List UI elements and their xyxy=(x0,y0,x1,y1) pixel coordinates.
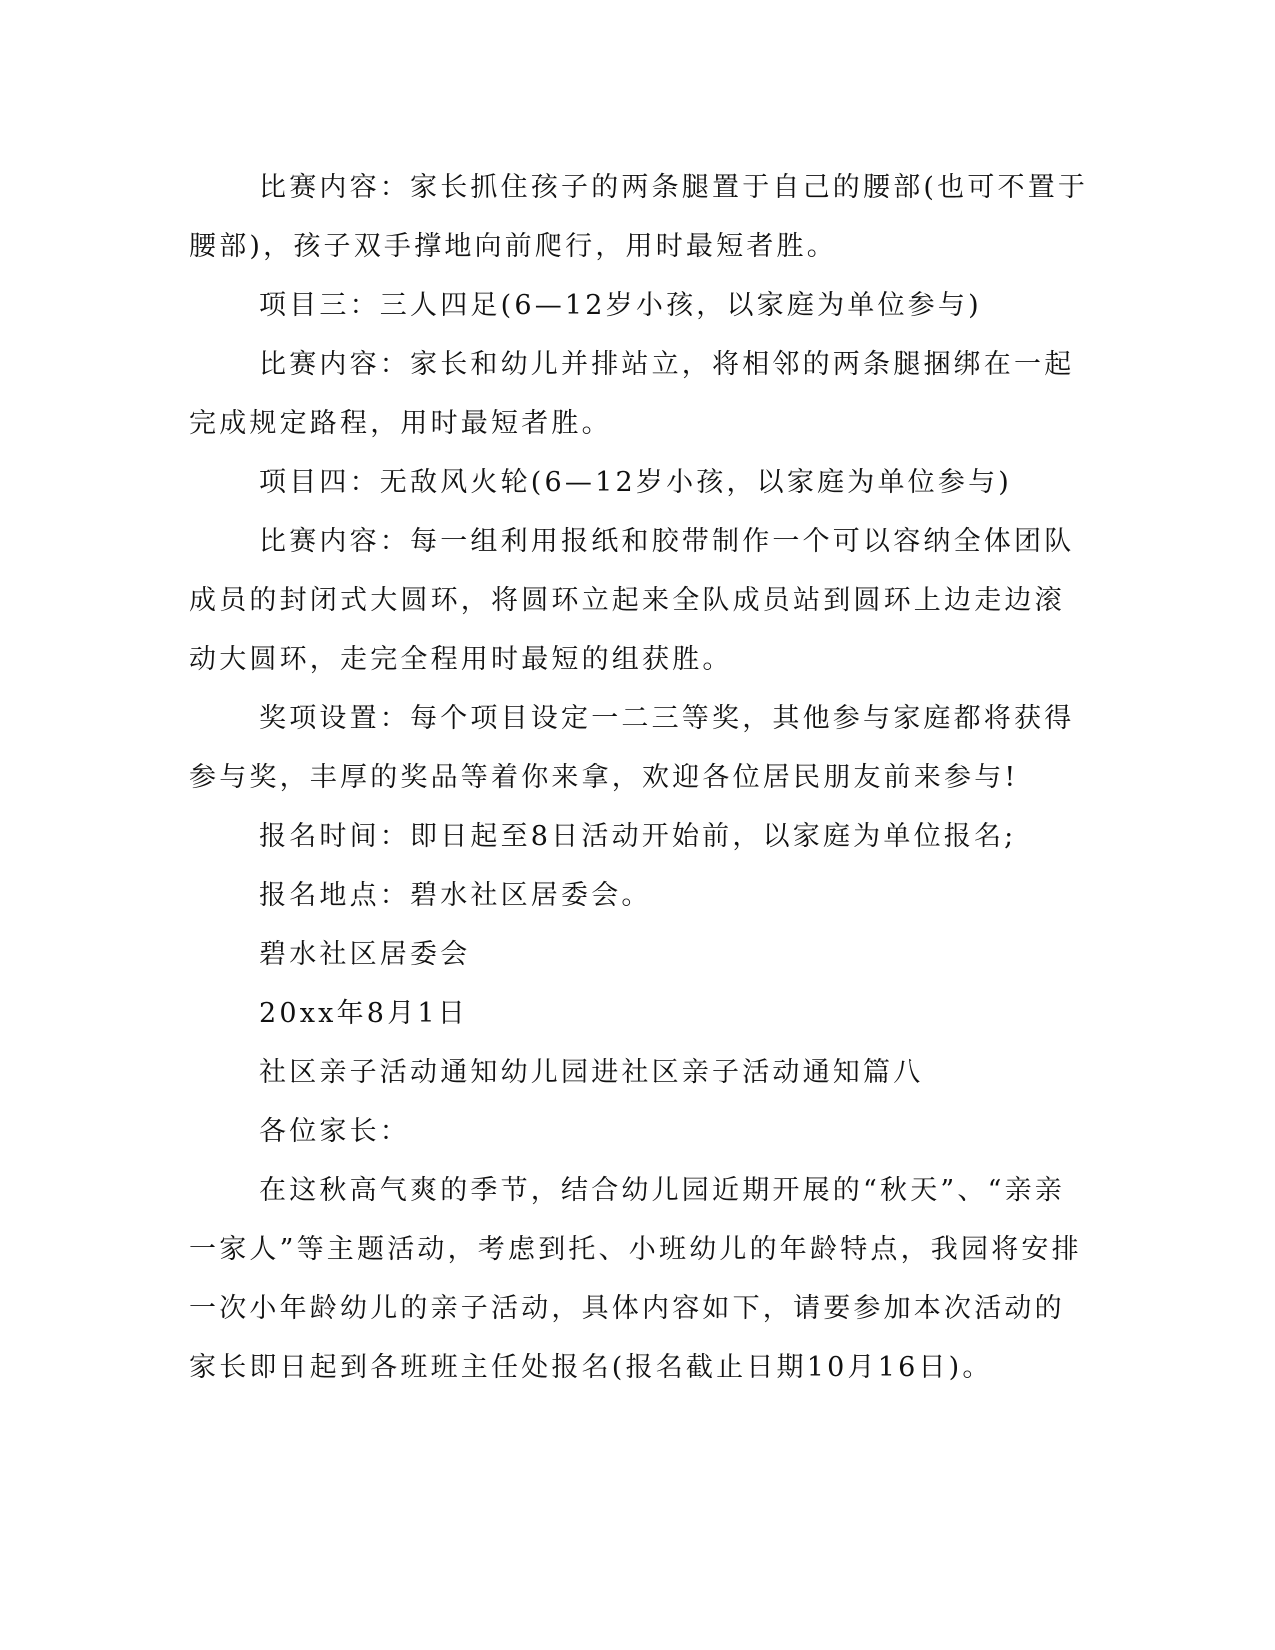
paragraph-salutation: 各位家长： xyxy=(259,1116,410,1147)
paragraph-awards: 奖项设置：每个项目设定一二三等奖，其他参与家庭都将获得参与奖，丰厚的奖品等着你来拿，欢迎各位居民朋友前来参与! xyxy=(189,703,1075,793)
paragraph-race-content-1: 比赛内容：家长抓住孩子的两条腿置于自己的腰部(也可不置于腰部)，孩子双手撑地向前爬行，用时最短者胜。 xyxy=(189,172,1089,262)
paragraph-date: 20xx年8月1日 xyxy=(259,998,468,1029)
paragraph-signup-time: 报名时间：即日起至8日活动开始前，以家庭为单位报名; xyxy=(259,821,1017,852)
paragraph-race-content-2: 比赛内容：家长和幼儿并排站立，将相邻的两条腿捆绑在一起完成规定路程，用时最短者胜。 xyxy=(189,349,1075,439)
paragraph-signature: 碧水社区居委会 xyxy=(259,939,471,970)
document-body xyxy=(189,158,1089,1397)
paragraph-section-title: 社区亲子活动通知幼儿园进社区亲子活动通知篇八 xyxy=(259,1057,924,1088)
paragraph-intro: 在这秋高气爽的季节，结合幼儿园近期开展的“秋天”、“亲亲一家人”等主题活动，考虑到托、小班幼儿的年龄特点，我园将安排一次小年龄幼儿的亲子活动，具体内容如下，请要参加本次活动的家长即日起到各班班主任处报名(报名截止日期10月16日)。 xyxy=(189,1175,1082,1383)
paragraph-race-content-3: 比赛内容：每一组利用报纸和胶带制作一个可以容纳全体团队成员的封闭式大圆环，将圆环立起来全队成员站到圆环上边走边滚动大圆环，走完全程用时最短的组获胜。 xyxy=(189,526,1075,675)
paragraph-item-four: 项目四：无敌风火轮(6—12岁小孩，以家庭为单位参与) xyxy=(259,467,1013,498)
paragraph-item-three: 项目三：三人四足(6—12岁小孩，以家庭为单位参与) xyxy=(259,290,982,321)
paragraph-signup-place: 报名地点：碧水社区居委会。 xyxy=(259,880,652,911)
